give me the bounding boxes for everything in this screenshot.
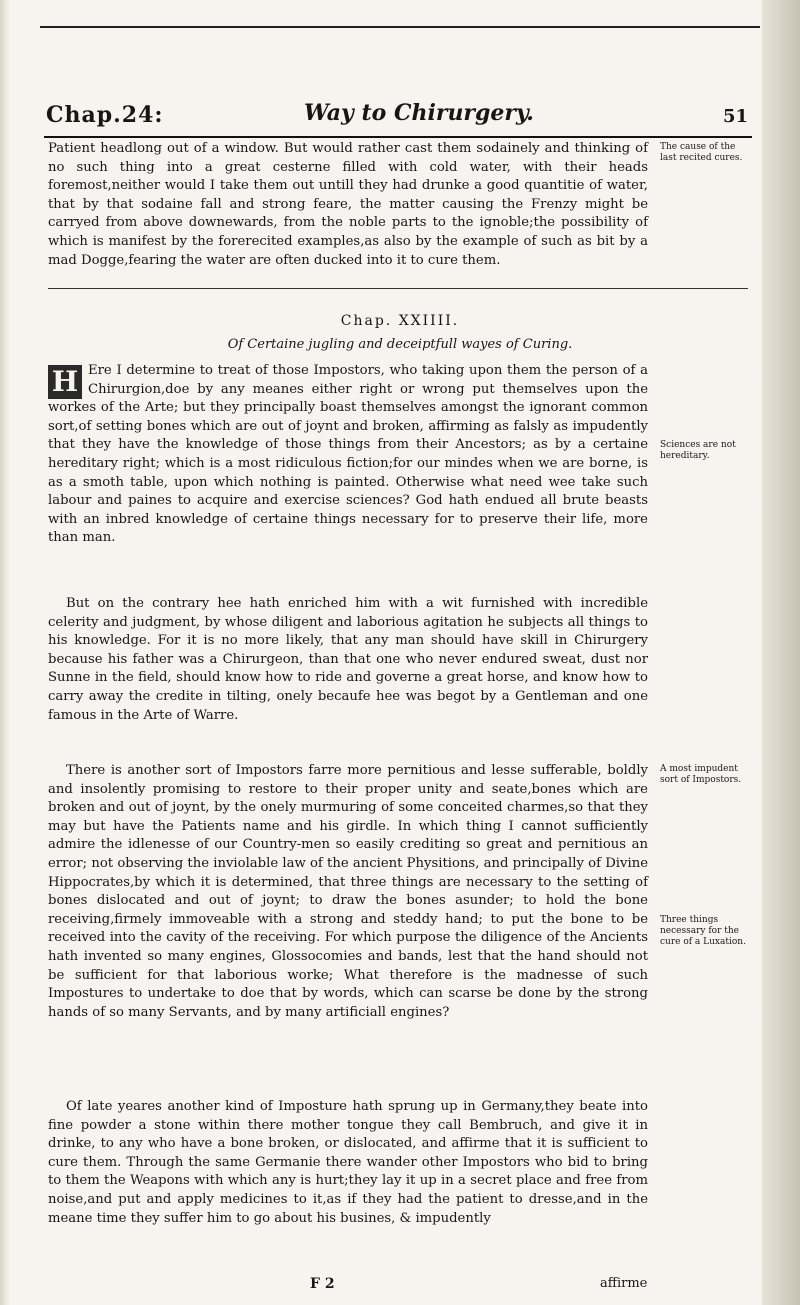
margin-note-cause: The cause of the last recited cures. bbox=[660, 142, 743, 163]
paragraph-frenzy-cure: Patient headlong out of a window. But would rather cast them sodainely and thinking of no such thing into a great cesterne filled with cold water, with their heads foremost,neither would I take them out untill they had drunke a good quantitie of water, that by that sodaine fall and strong feare, the matter causing the Frenzy might be carryed from above downewards, from the noble parts to the ignoble;the possibility of which is manifest by the forerecited examples,as also by the example of such as bit by a mad Dogge,fearing the water are often ducked into it to cure them. bbox=[48, 141, 648, 268]
paragraph-bembruch: Of late yeares another kind of Imposture hath sprung up in Germany,they beate into fine powder a stone within there mother tongue they call Bembruch, and give it in drinke, to any who have a bone broken, or dislocated, and affirme that it is sufficient to cure them. Through the same Germanie there wander other Impostors who bid to bring to them the Weapons with which any is hurt;they lay it up in a secret place and free from noise,and put and apply medicines to it,as if they had the patient to dresse,and in the meane time they suffer him to go about his busines, & impudently bbox=[48, 1099, 648, 1226]
top-rule bbox=[40, 26, 760, 28]
margin-note-impudent: A most impudent sort of Impostors. bbox=[660, 764, 742, 785]
paragraph-impostors-text: Ere I determine to treat of those Impostors, who taking upon them the person of a Chirurgion,doe by any meanes either right or wrong put themselves upon the workes of the Arte; but they principally boast themselves amongst the ignorant common sort,of setting bones which are out of joynt and broken, affirming as falsly as impudently that they have the knowledge of those things from their Ancestors; as by a certaine hereditary right; which is a most ridiculous fiction;for our mindes when we are borne, is as a smoth table, upon which nothing is painted. Otherwise what need wee take such labour and paines to acquire and exercise sciences? God hath endued all brute beasts with an inbred knowledge of certaine things necessary for to preserve their life, more than man. bbox=[48, 363, 648, 546]
paragraph-wit: But on the contrary hee hath enriched him with a wit furnished with incredible celerity and judgment, by whose diligent and laborious agitation he subjects all things to his knowledge. For it is no more likely, that any man should have skill in Chirurgery because his father was a Chirurgeon, than that one who never endured sweat, dust nor Sunne in the field, should know how to ride and governe a great horse, and know how to carry away the credite in tilting, onely becaufe hee was begot by a Gentleman and one famous in the Arte of Warre. bbox=[48, 596, 648, 723]
drop-cap: H bbox=[48, 365, 82, 399]
catchword: affirme bbox=[600, 1276, 648, 1291]
chapter-number: Chap. XXIIII. bbox=[340, 313, 460, 329]
running-head-chapter: Chap.24: bbox=[46, 102, 164, 128]
page-edge-shadow bbox=[762, 0, 800, 1305]
page-number: 51 bbox=[722, 106, 748, 127]
running-head-title: Way to Chirurgery. bbox=[304, 100, 534, 126]
chapter-divider bbox=[48, 288, 748, 289]
paragraph-charmers: There is another sort of Impostors farre more pernitious and lesse sufferable, boldly and insolently promising to restore to their proper unity and seate,bones which are broken and out of joynt, by the onely murmuring of some conceited charmes,so that they may but have the Patients name and his girdle. In which thing I cannot sufficiently admire the idlenesse of our Country-men so easily crediting so great and pernitious an error; not observing the inviolable law of the ancient Physitions, and principally of Divine Hippocrates,by which it is determined, that three things are necessary to the setting of bones dislocated and out of joynt; to draw the bones asunder; to hold the bone receiving,firmely immoveable with a strong and steddy hand; to put the bone to be received into the cavity of the receiving. For which purpose the diligence of the Ancients hath invented so many engines, Glossocomies and bands, lest that the hand should not be sufficient for that laborious worke; What therefore is the madnesse of such Impostures to undertake to doe that by words, which can scarse be done by the strong hands of so many Servants, and by many artificiall engines? bbox=[48, 763, 648, 1020]
page-gutter-shadow bbox=[0, 0, 10, 1305]
paragraph-impostors bbox=[48, 362, 648, 548]
margin-note-sciences: Sciences are not hereditary. bbox=[660, 440, 736, 461]
signature-mark: F 2 bbox=[310, 1276, 335, 1292]
running-head bbox=[44, 96, 752, 138]
chapter-title: Of Certaine jugling and deceiptfull wayes of Curing. bbox=[227, 337, 573, 352]
margin-note-luxation: Three things necessary for the cure of a Luxation. bbox=[660, 915, 746, 947]
